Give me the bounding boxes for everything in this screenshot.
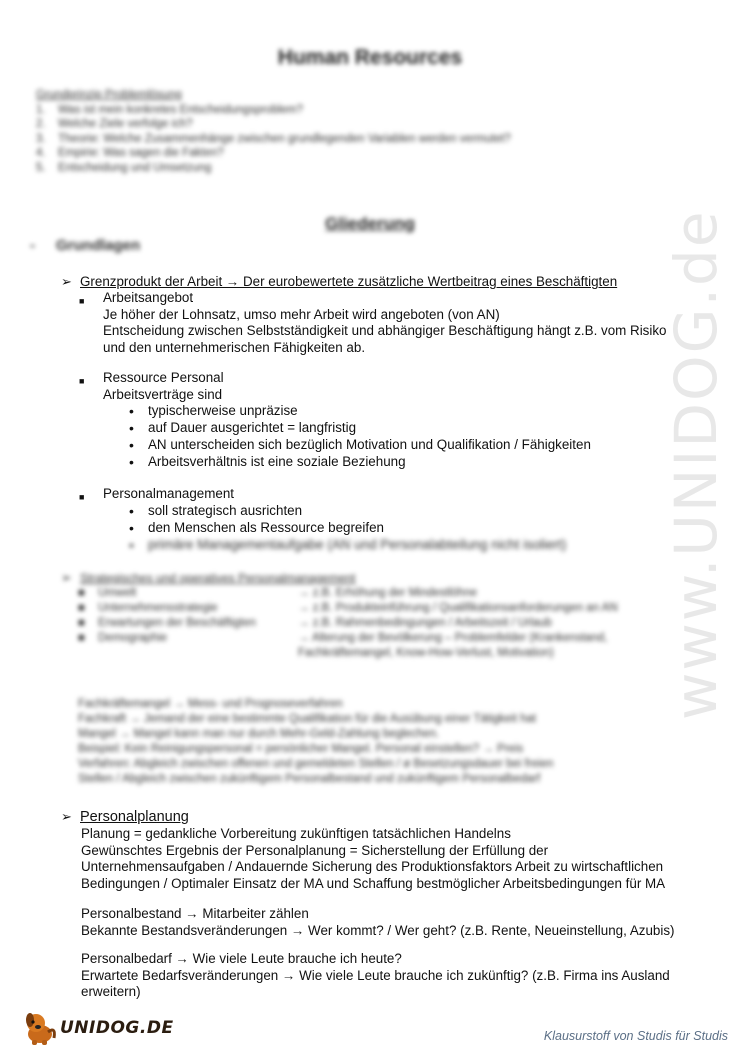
list-item: • AN unterscheiden sich bezüglich Motivation und Qualifikation / Fähigkeiten [126, 437, 591, 454]
list-item: • den Menschen als Ressource begreifen [126, 520, 566, 537]
logo-text: UNIDOG.DE [60, 1017, 174, 1038]
arrow-bullet-icon: ➢ [61, 570, 72, 585]
strategisch-table [78, 586, 618, 661]
list-item: 2. Welche Ziele verfolge ich? [36, 118, 193, 130]
section-grenzprodukt [61, 274, 710, 552]
list-item: • typischerweise unpräzise [126, 403, 591, 420]
table-row: Fachkräftemangel, Know-How-Verlust, Motivation) [298, 647, 554, 659]
ressource-block: Ressource Personal Arbeitsverträge sind [103, 370, 224, 402]
square-bullet-icon: ■ [79, 376, 85, 386]
intro-list [36, 88, 511, 175]
list-item: • Arbeitsverhältnis ist eine soziale Beziehung [126, 454, 591, 471]
list-item: 4. Empirie: Was sagen die Fakten? [36, 147, 224, 159]
square-bullet-icon: ■ [79, 492, 85, 502]
arrow-bullet-icon: ➢ [61, 274, 72, 289]
personalbestand-block: Personalbestand → Mitarbeiter zählen Bekannte Bestandsveränderungen → Wer kommt? / Wer geht? (z.B. Rente, Neueinstellung, Azubis) [81, 906, 675, 938]
fachkraeftemangel-block: Fachkräftemangel → Mess- und Prognoseverfahren Fachkraft → Jemand der eine bestimmte Qualifikation für die Ausübung einer Tätigkeit hat Mangel → Mangel kann man nur durch Mehr-Geld-Zahlung beglechen. Beispiel: Kein Reinigungspersonal = persönlicher Mangel. Personal einstellen? → Preis Verfahren: Abgleich zwischen offenen und gemeldeten Stellen / ø Besetzungsdauer bei freien Stellen / Abgleich zwischen zukünftigem Personalbestand und zukünftigem Personalbedarf [78, 698, 554, 785]
watermark: www.UNIDOG.de [662, 209, 730, 720]
list-item: 3. Theorie: Welche Zusammenhänge zwischen grundlegenden Variablen werden vermutet? [36, 132, 511, 145]
list-item: • soll strategisch ausrichten [126, 503, 566, 520]
page-title: Human Resources [277, 46, 463, 69]
personalbedarf-block: Personalbedarf → Wie viele Leute brauche ich heute? Erwartete Bedarfsveränderungen → Wie viele Leute brauche ich zukünftig? (z.B. Firma ins Ausland erweitern) [81, 951, 670, 999]
table-row: ■ Umwelt → z.B. Erhöhung der Mindestlöhne [78, 587, 477, 599]
list-item: • primäre Managementaufgabe (AN und Personalabteilung nicht isoliert) [126, 537, 566, 554]
list-item: 1. Was ist mein konkretes Entscheidungsproblem? [36, 103, 304, 116]
personalmanagement-block: Personalmanagement [103, 486, 235, 501]
table-row: ■ Erwartungen der Beschäftigten → z.B. Rahmenbedingungen / Arbeitszeit / Urlaub [78, 617, 552, 629]
section-heading: Strategisches und operatives Personalmanagement [80, 571, 356, 585]
table-row: ■ Unternehmensstrategie → z.B. Produkteinführung / Qualifikationsanforderungen an AN [78, 602, 618, 614]
square-bullet-icon: ■ [79, 296, 85, 306]
section-heading: Personalplanung [80, 809, 189, 825]
section-heading-gliederung: Gliederung [325, 214, 415, 233]
list-item: • auf Dauer ausgerichtet = langfristig [126, 420, 591, 437]
personalplanung-definition: Planung = gedankliche Vorbereitung zukünftigen tatsächlichen Handelns Gewünschtes Ergebnis der Personalplanung = Sicherstellung der Erfüllung der Unternehmensaufgaben / Andauernde Sicherung des Produktionsfaktors Arbeit zu wirtschaftlichen Bedingungen / Optimaler Einsatz der MA und Schaffung bestmöglicher Arbeitsbedingungen für MA [81, 826, 666, 891]
section-heading: Grenzprodukt der Arbeit → Der eurobewertete zusätzliche Wertbeitrag eines Beschäftigten [80, 274, 618, 289]
personalmanagement-bullets [126, 503, 566, 554]
dog-icon [22, 1010, 58, 1046]
arrow-bullet-icon: ➢ [61, 809, 72, 824]
footer-tagline: Klausurstoff von Studis für Studis [543, 1029, 728, 1043]
section-personalplanung [61, 809, 710, 826]
section-heading-grundlagen: - Grundlagen [30, 237, 141, 254]
intro-heading: Grundprinzip Problemlösung [36, 89, 182, 101]
section-strategisch [61, 570, 710, 587]
arbeitsangebot-block: Arbeitsangebot Je höher der Lohnsatz, umso mehr Arbeit wird angeboten (von AN) Entscheidung zwischen Selbstständigkeit und abhängiger Beschäftigung hängt z.B. vom Risiko und den unternehmerischen Fähigkeiten ab. [103, 290, 667, 355]
table-row: ■ Demographie → Alterung der Bevölkerung – Problemfelder (Krankenstand, [78, 632, 608, 644]
unidog-logo [22, 1010, 174, 1046]
ressource-bullets [126, 403, 591, 471]
list-item: 5. Entscheidung und Umsetzung [36, 161, 212, 174]
